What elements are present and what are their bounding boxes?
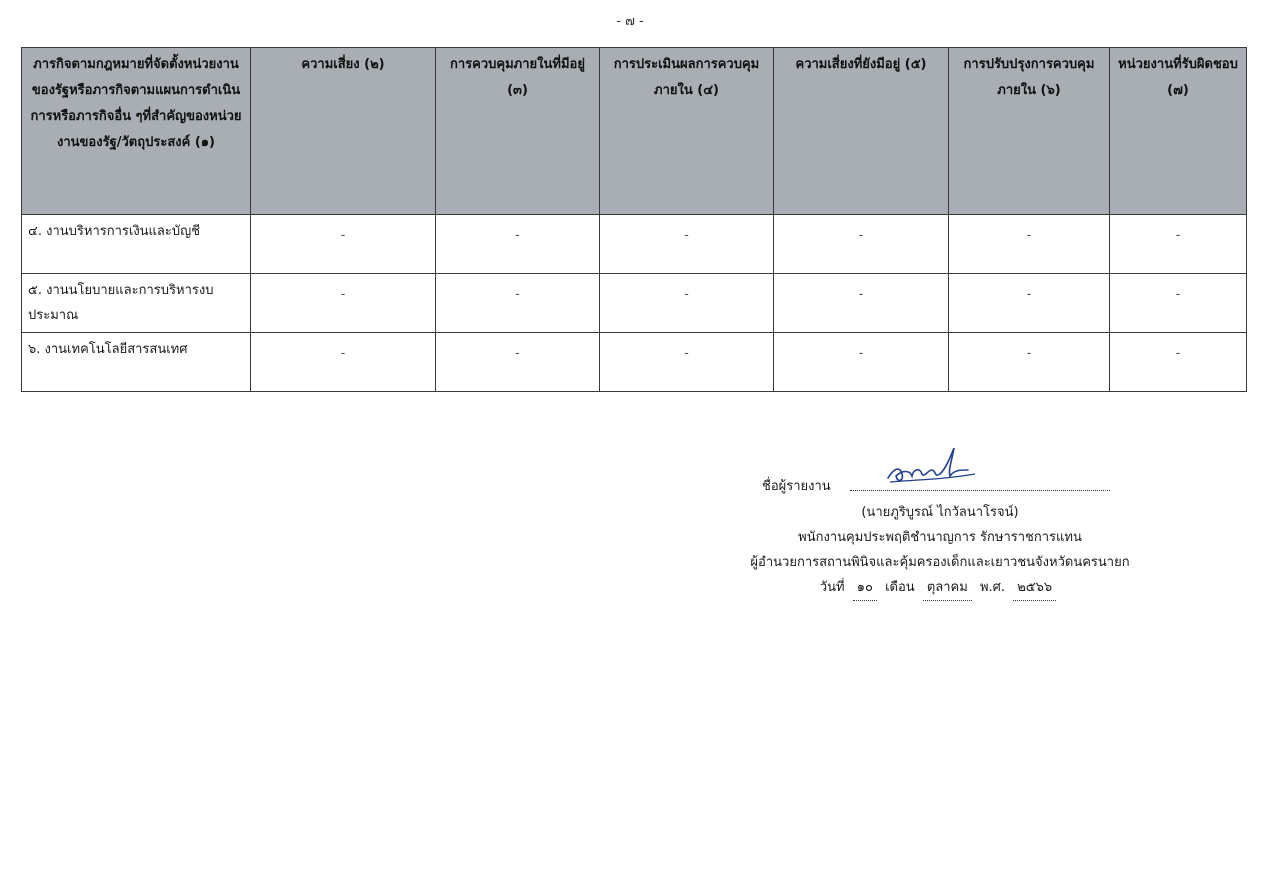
risk-cell: - — [251, 274, 436, 333]
responsible-unit-cell: - — [1110, 274, 1247, 333]
risk-cell: - — [251, 215, 436, 274]
task-cell: ๔. งานบริหารการเงินและบัญชี — [22, 215, 251, 274]
year-label: พ.ศ. — [979, 580, 1006, 595]
control-evaluation-cell: - — [600, 215, 774, 274]
report-date — [700, 575, 1180, 601]
signature-line — [700, 440, 1180, 500]
control-evaluation-cell: - — [600, 274, 774, 333]
header-control-improvement: การปรับปรุงการควบคุมภายใน (๖) — [949, 48, 1110, 215]
header-mission: ภารกิจตามกฎหมายที่จัดตั้งหน่วยงานของรัฐหรือภารกิจตามแผนการดำเนินการหรือภารกิจอื่น ๆที่สำคัญของหน่วยงานของรัฐ/วัตถุประสงค์ (๑) — [22, 48, 251, 215]
header-risk: ความเสี่ยง (๒) — [251, 48, 436, 215]
date-year: ๒๕๖๖ — [1013, 575, 1056, 601]
responsible-unit-cell: - — [1110, 215, 1247, 274]
task-cell: ๕. งานนโยบายและการบริหารงบประมาณ — [22, 274, 251, 333]
remaining-risk-cell: - — [774, 215, 949, 274]
control-improvement-cell: - — [949, 215, 1110, 274]
signature-block — [700, 440, 1180, 601]
signature-dotted-line — [850, 490, 1110, 491]
table-row — [22, 274, 1247, 333]
remaining-risk-cell: - — [774, 274, 949, 333]
table-row — [22, 215, 1247, 274]
page-number: - ๗ - — [616, 14, 644, 29]
remaining-risk-cell: - — [774, 333, 949, 392]
reporter-organization: ผู้อำนวยการสถานพินิจและคุ้มครองเด็กและเยาวชนจังหวัดนครนายก — [750, 555, 1130, 570]
date-prefix: วันที่ — [819, 580, 845, 595]
reporter-label: ชื่อผู้รายงาน — [762, 479, 831, 494]
control-improvement-cell: - — [949, 274, 1110, 333]
existing-control-cell: - — [436, 274, 600, 333]
date-day: ๑๐ — [853, 575, 877, 601]
reporter-position: พนักงานคุมประพฤติชำนาญการ รักษาราชการแทน — [798, 530, 1082, 545]
existing-control-cell: - — [436, 333, 600, 392]
responsible-unit-cell: - — [1110, 333, 1247, 392]
control-improvement-cell: - — [949, 333, 1110, 392]
header-remaining-risk: ความเสี่ยงที่ยังมีอยู่ (๕) — [774, 48, 949, 215]
header-existing-control: การควบคุมภายในที่มีอยู่ (๓) — [436, 48, 600, 215]
task-cell: ๖. งานเทคโนโลยีสารสนเทศ — [22, 333, 251, 392]
date-month: ตุลาคม — [923, 575, 972, 601]
risk-assessment-table — [21, 47, 1247, 392]
month-label: เดือน — [885, 580, 915, 595]
control-evaluation-cell: - — [600, 333, 774, 392]
handwritten-signature — [880, 440, 990, 490]
header-control-evaluation: การประเมินผลการควบคุมภายใน (๔) — [600, 48, 774, 215]
reporter-name: (นายภูริบูรณ์ ไกวัลนาโรจน์) — [861, 505, 1019, 520]
table-header-row — [22, 48, 1247, 215]
table-row — [22, 333, 1247, 392]
existing-control-cell: - — [436, 215, 600, 274]
header-responsible-unit: หน่วยงานที่รับผิดชอบ (๗) — [1110, 48, 1247, 215]
risk-cell: - — [251, 333, 436, 392]
